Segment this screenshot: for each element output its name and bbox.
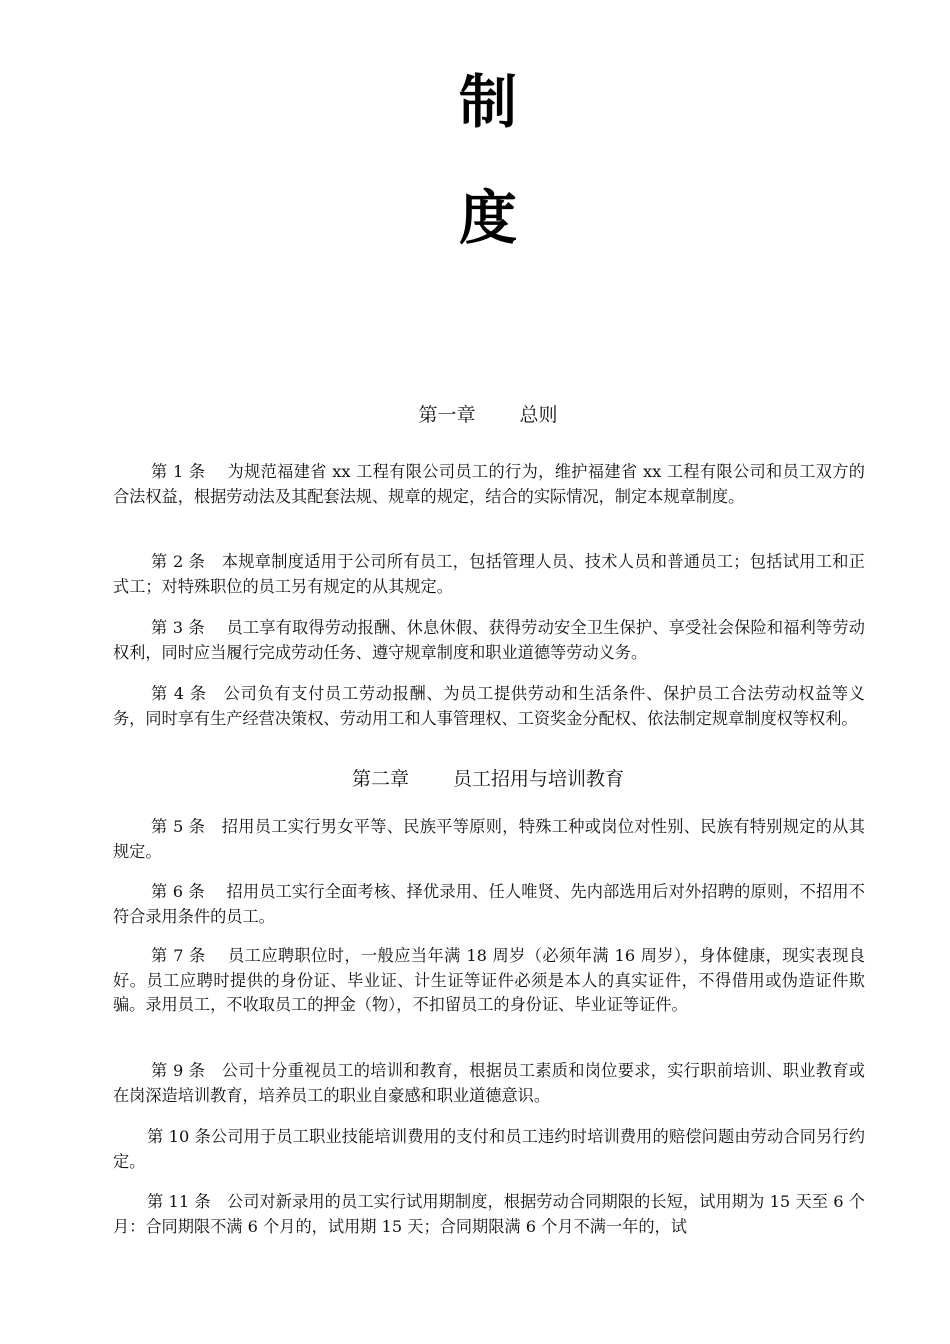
article-10: 第 10 条公司用于员工职业技能培训费用的支付和员工违约时培训费用的赔偿问题由劳动合同另行约定。 (113, 1127, 865, 1171)
chapter-name: 总则 (519, 404, 558, 426)
chapter-heading-2 (0, 766, 950, 792)
article-4: 第 4 条 公司负有支付员工劳动报酬、为员工提供劳动和生活条件、保护员工合法劳动权益等义务，同时享有生产经营决策权、劳动用工和人事管理权、工资奖金分配权、依法制定规章制度权等权利。 (113, 684, 865, 728)
article-7: 第 7 条 员工应聘职位时，一般应当年满 18 周岁（必须年满 16 周岁），身体健康，现实表现良好。员工应聘时提供的身份证、毕业证、计生证等证件必须是本人的真实证件，不得借用或伪造证件欺骗。录用员工，不收取员工的押金（物），不扣留员工的身份证、毕业证等证件。 (113, 946, 865, 1014)
document-title-line1: 制 (458, 68, 517, 136)
article-5: 第 5 条 招用员工实行男女平等、民族平等原则，特殊工种或岗位对性别、民族有特别规定的从其规定。 (113, 817, 865, 861)
chapter-number: 第一章 (418, 404, 476, 426)
article-11: 第 11 条 公司对新录用的员工实行试用期制度，根据劳动合同期限的长短，试用期为 15 天至 6 个月：合同期限不满 6 个月的，试用期 15 天；合同期限满 6 个月不满一年的，试 (113, 1192, 865, 1236)
chapter-heading-1 (0, 402, 950, 428)
article-1: 第 1 条 为规范福建省 xx 工程有限公司员工的行为，维护福建省 xx 工程有限公司和员工双方的合法权益，根据劳动法及其配套法规、规章的规定，结合的实际情况，制定本规章制度。 (113, 462, 865, 506)
document-title-line2: 度 (458, 184, 517, 252)
chapter-number: 第二章 (351, 768, 409, 790)
chapter-name: 员工招用与培训教育 (453, 768, 625, 790)
article-6: 第 6 条 招用员工实行全面考核、择优录用、任人唯贤、先内部选用后对外招聘的原则，不招用不符合录用条件的员工。 (113, 882, 865, 926)
article-3: 第 3 条 员工享有取得劳动报酬、休息休假、获得劳动安全卫生保护、享受社会保险和福利等劳动权利，同时应当履行完成劳动任务、遵守规章制度和职业道德等劳动义务。 (113, 618, 865, 662)
article-9: 第 9 条 公司十分重视员工的培训和教育，根据员工素质和岗位要求，实行职前培训、职业教育或在岗深造培训教育，培养员工的职业自豪感和职业道德意识。 (113, 1061, 865, 1105)
article-2: 第 2 条 本规章制度适用于公司所有员工，包括管理人员、技术人员和普通员工；包括试用工和正式工；对特殊职位的员工另有规定的从其规定。 (113, 552, 865, 596)
